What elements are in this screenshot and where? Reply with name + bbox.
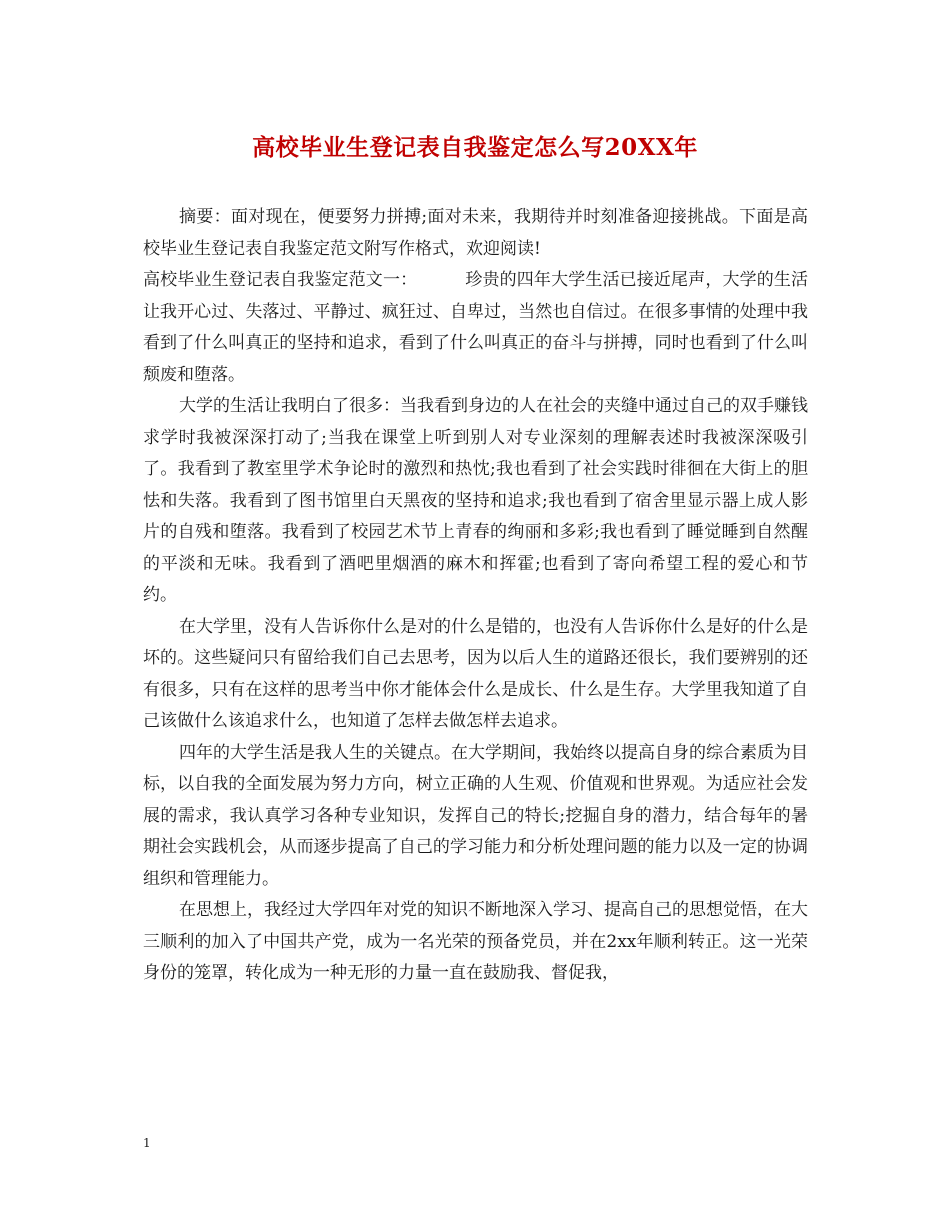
document-title: 高校毕业生登记表自我鉴定怎么写20XX年 [252,134,698,161]
document-body [143,202,808,990]
section-heading: 高校毕业生登记表自我鉴定范文一： [143,270,418,290]
body-paragraph: 在思想上，我经过大学四年对党的知识不断地深入学习、提高自己的思想觉悟，在大三顺利的加入了中国共产党，成为一名光荣的预备党员，并在2xx年顺利转正。这一光荣身份的笼罩，转化成为一种无形的力量一直在鼓励我、督促我， [143,900,808,983]
body-paragraph: 在大学里，没有人告诉你什么是对的什么是错的，也没有人告诉你什么是好的什么是坏的。这些疑问只有留给我们自己去思考，因为以后人生的道路还很长，我们要辨别的还有很多，只有在这样的思考当中你才能体会什么是成长、什么是生存。大学里我知道了自己该做什么该追求什么，也知道了怎样去做怎样去追求。 [143,616,808,731]
body-paragraph: 大学的生活让我明白了很多：当我看到身边的人在社会的夹缝中通过自己的双手赚钱求学时我被深深打动了;当我在课堂上听到别人对专业深刻的理解表述时我被深深吸引了。我看到了教室里学术争论时的激烈和热忱;我也看到了社会实践时徘徊在大街上的胆怯和失落。我看到了图书馆里白天黑夜的坚持和追求;我也看到了宿舍里显示器上成人影片的自残和堕落。我看到了校园艺术节上青春的绚丽和多彩;我也看到了睡觉睡到自然醒的平淡和无味。我看到了酒吧里烟酒的麻木和挥霍;也看到了寄向希望工程的爱心和节约。 [143,396,808,605]
body-paragraph: 四年的大学生活是我人生的关键点。在大学期间，我始终以提高自身的综合素质为目标，以自我的全面发展为努力方向，树立正确的人生观、价值观和世界观。为适应社会发展的需求，我认真学习各种专业知识，发挥自己的特长;挖掘自身的潜力，结合每年的暑期社会实践机会，从而逐步提高了自己的学习能力和分析处理问题的能力以及一定的协调组织和管理能力。 [143,742,808,889]
page-number: 1 [143,1136,151,1150]
section-intro: 珍贵的四年大学生活已接近尾声，大学的生活让我开心过、失落过、平静过、疯狂过、自卑过，当然也自信过。在很多事情的处理中我看到了什么叫真正的坚持和追求，看到了什么叫真正的奋斗与拼搏，同时也看到了什么叫颓废和堕落。 [143,270,809,385]
abstract-paragraph: 摘要：面对现在，便要努力拼搏;面对未来，我期待并时刻准备迎接挑战。下面是高校毕业生登记表自我鉴定范文附写作格式，欢迎阅读! [143,207,808,259]
section-paragraph [143,265,808,391]
